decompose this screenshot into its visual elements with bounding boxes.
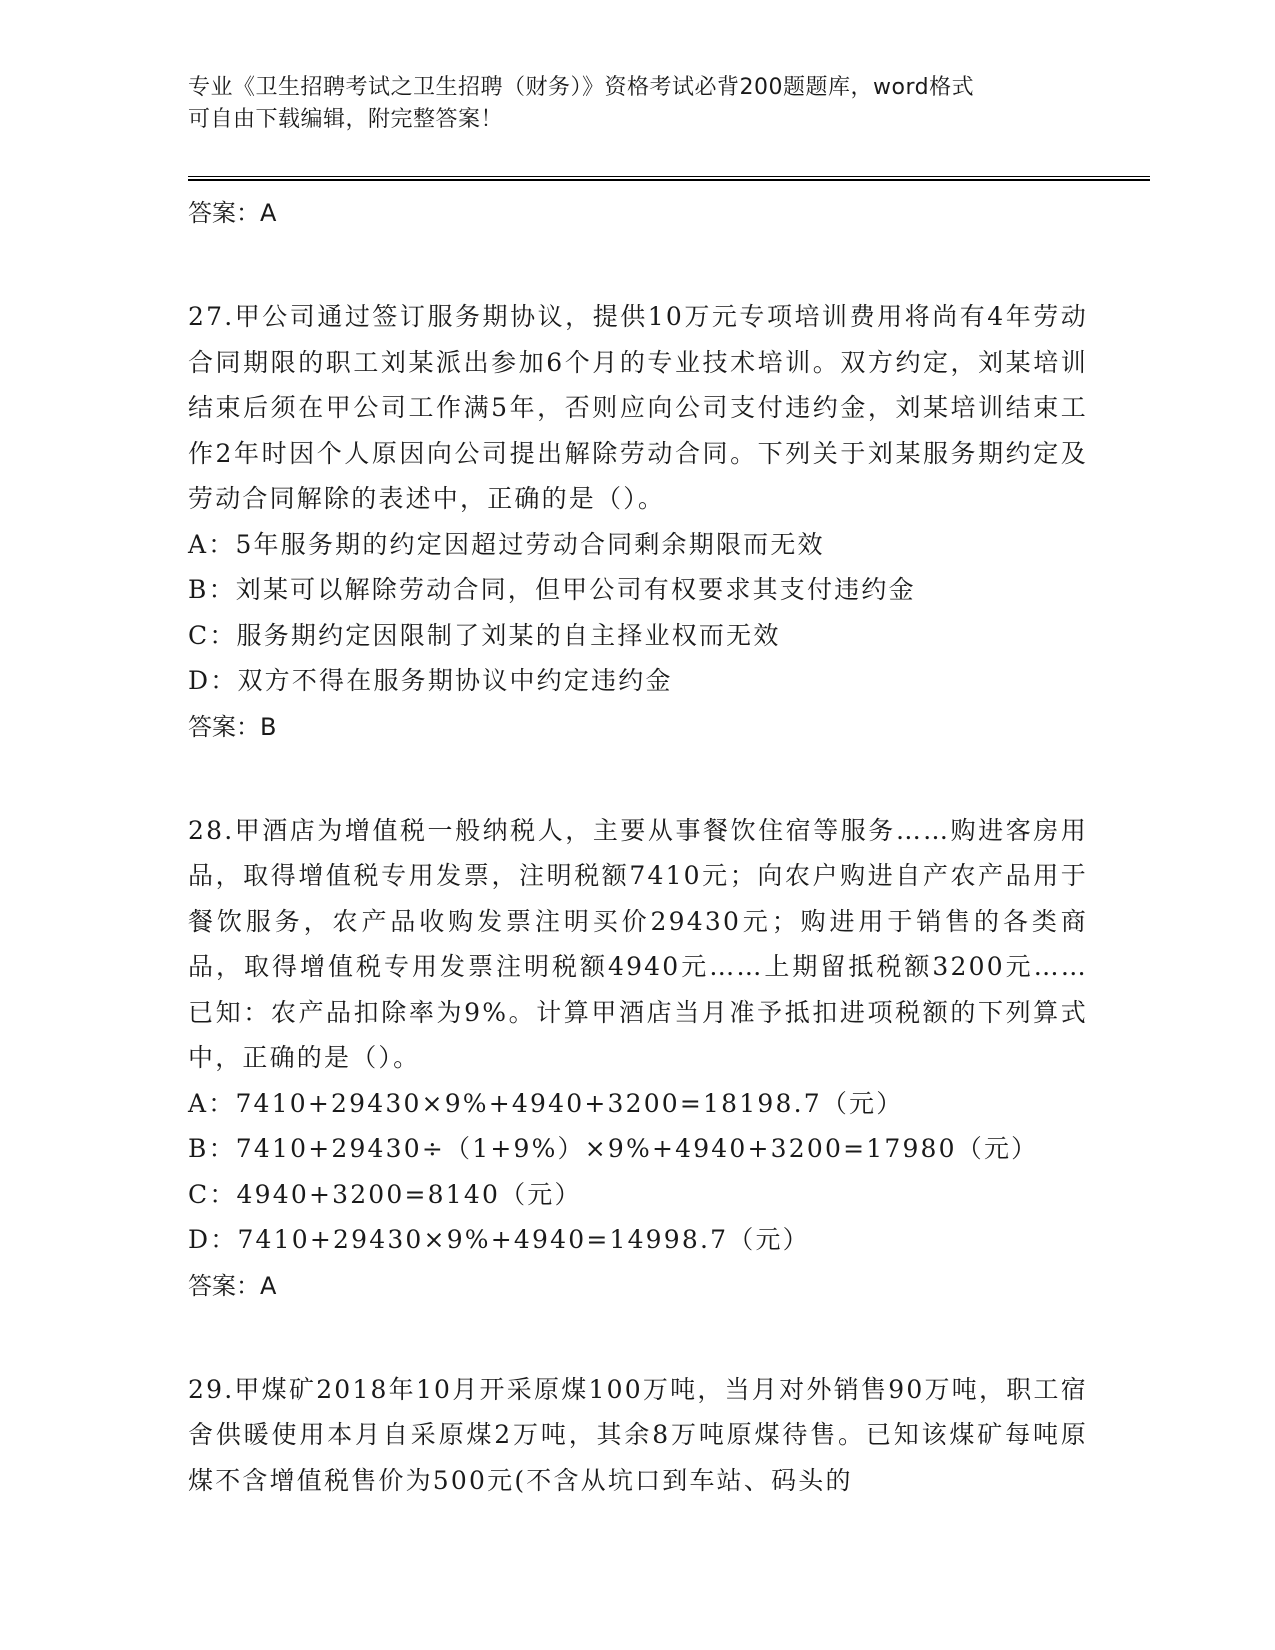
answer-line: 答案：A bbox=[188, 199, 277, 227]
answer-line: 答案：A bbox=[188, 1271, 277, 1300]
document-header bbox=[188, 72, 1068, 136]
option-b: B：刘某可以解除劳动合同，但甲公司有权要求其支付违约金 bbox=[188, 575, 916, 604]
document-body bbox=[188, 190, 1088, 1503]
option-d: D：7410+29430×9%+4940=14998.7（元） bbox=[188, 1225, 810, 1254]
option-a: A：7410+29430×9%+4940+3200=18198.7（元） bbox=[188, 1088, 904, 1118]
question-text: 27.甲公司通过签订服务期协议，提供10万元专项培训费用将尚有4年劳动合同期限的职工刘某派出参加6个月的专业技术培训。双方约定，刘某培训结束后须在甲公司工作满5年，否则应向公司支付违约金，刘某培训结束工作2年时因个人原因向公司提出解除劳动合同。下列关于刘某服务期约定及劳动合同解除的表述中，正确的是（）。 bbox=[188, 302, 1088, 513]
question-block bbox=[188, 808, 1088, 1309]
question-text: 29.甲煤矿2018年10月开采原煤100万吨，当月对外销售90万吨，职工宿舍供暖使用本月自采原煤2万吨，其余8万吨原煤待售。已知该煤矿每吨原煤不含增值税售价为500元(不含从坑口到车站、码头的 bbox=[188, 1374, 1088, 1495]
option-a: A：5年服务期的约定因超过劳动合同剩余期限而无效 bbox=[188, 529, 825, 559]
question-block bbox=[188, 294, 1088, 750]
option-d: D：双方不得在服务期协议中约定违约金 bbox=[188, 666, 673, 695]
question-block bbox=[188, 1367, 1088, 1504]
header-line-1: 专业《卫生招聘考试之卫生招聘（财务）》资格考试必背200题题库，word格式 bbox=[188, 75, 975, 100]
option-b: B：7410+29430÷（1+9%）×9%+4940+3200=17980（元） bbox=[188, 1134, 1039, 1163]
question-text: 28.甲酒店为增值税一般纳税人，主要从事餐饮住宿等服务……购进客房用品，取得增值税专用发票，注明税额7410元；向农户购进自产农产品用于餐饮服务，农产品收购发票注明买价29430元；购进用于销售的各类商品，取得增值税专用发票注明税额4940元……上期留抵税额3200元……已知：农产品扣除率为9%。计算甲酒店当月准予抵扣进项税额的下列算式中，正确的是（）。 bbox=[188, 815, 1088, 1072]
header-line-2: 可自由下载编辑，附完整答案！ bbox=[188, 107, 504, 132]
option-c: C：服务期约定因限制了刘某的自主择业权而无效 bbox=[188, 620, 781, 650]
answer-line: 答案：B bbox=[188, 712, 277, 741]
header-divider bbox=[188, 176, 1150, 182]
option-c: C：4940+3200=8140（元） bbox=[188, 1179, 582, 1209]
